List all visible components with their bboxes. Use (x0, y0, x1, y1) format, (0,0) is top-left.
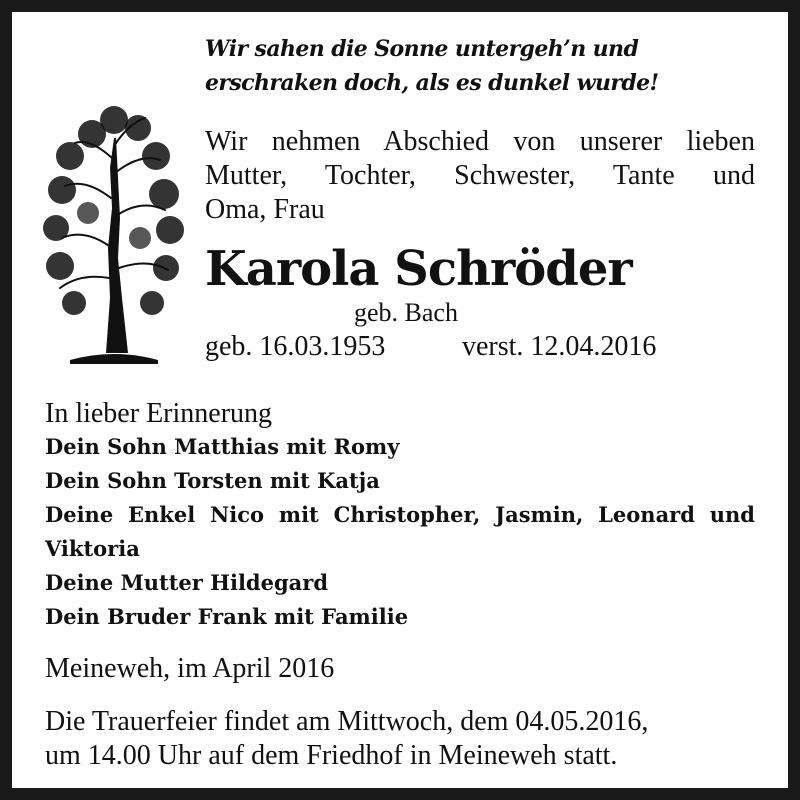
motto-line-2: erschraken doch, als es dunkel wurde! (205, 70, 659, 96)
motto-verse (205, 32, 765, 100)
mourner-line: Dein Bruder Frank mit Familie (45, 604, 409, 629)
mourner-list (45, 430, 755, 634)
death-date: verst. 12.04.2016 (462, 331, 657, 362)
mourner-line: Dein Sohn Torsten mit Katja (45, 468, 380, 493)
intro-line-3: Oma, Frau (205, 194, 325, 225)
intro-line-2: Mutter, Tochter, Schwester, Tante und (205, 160, 755, 191)
intro-text (205, 125, 755, 227)
place-date: Meineweh, im April 2016 (45, 653, 335, 684)
maiden-name: geb. Bach (354, 298, 458, 327)
funeral-notice (45, 705, 755, 773)
funeral-line-1: Die Trauerfeier findet am Mittwoch, dem 04.05.2016, (45, 706, 649, 737)
deceased-name: Karola Schröder (205, 241, 632, 297)
intro-line-1: Wir nehmen Abschied von unserer lieben (205, 126, 755, 157)
funeral-line-2: um 14.00 Uhr auf dem Friedhof in Meineweh statt. (45, 740, 618, 771)
birch-tree-icon (40, 98, 188, 368)
mourner-line: Dein Sohn Matthias mit Romy (45, 434, 400, 459)
memory-intro: In lieber Erinnerung (45, 398, 273, 429)
mourner-line: Deine Mutter Hildegard (45, 570, 329, 595)
birth-date: geb. 16.03.1953 (205, 331, 386, 362)
motto-line-1: Wir sahen die Sonne untergeh’n und (205, 36, 639, 62)
mourner-line: Deine Enkel Nico mit Christopher, Jasmin, Leonard und Viktoria (45, 502, 755, 561)
obituary-notice (12, 12, 788, 788)
